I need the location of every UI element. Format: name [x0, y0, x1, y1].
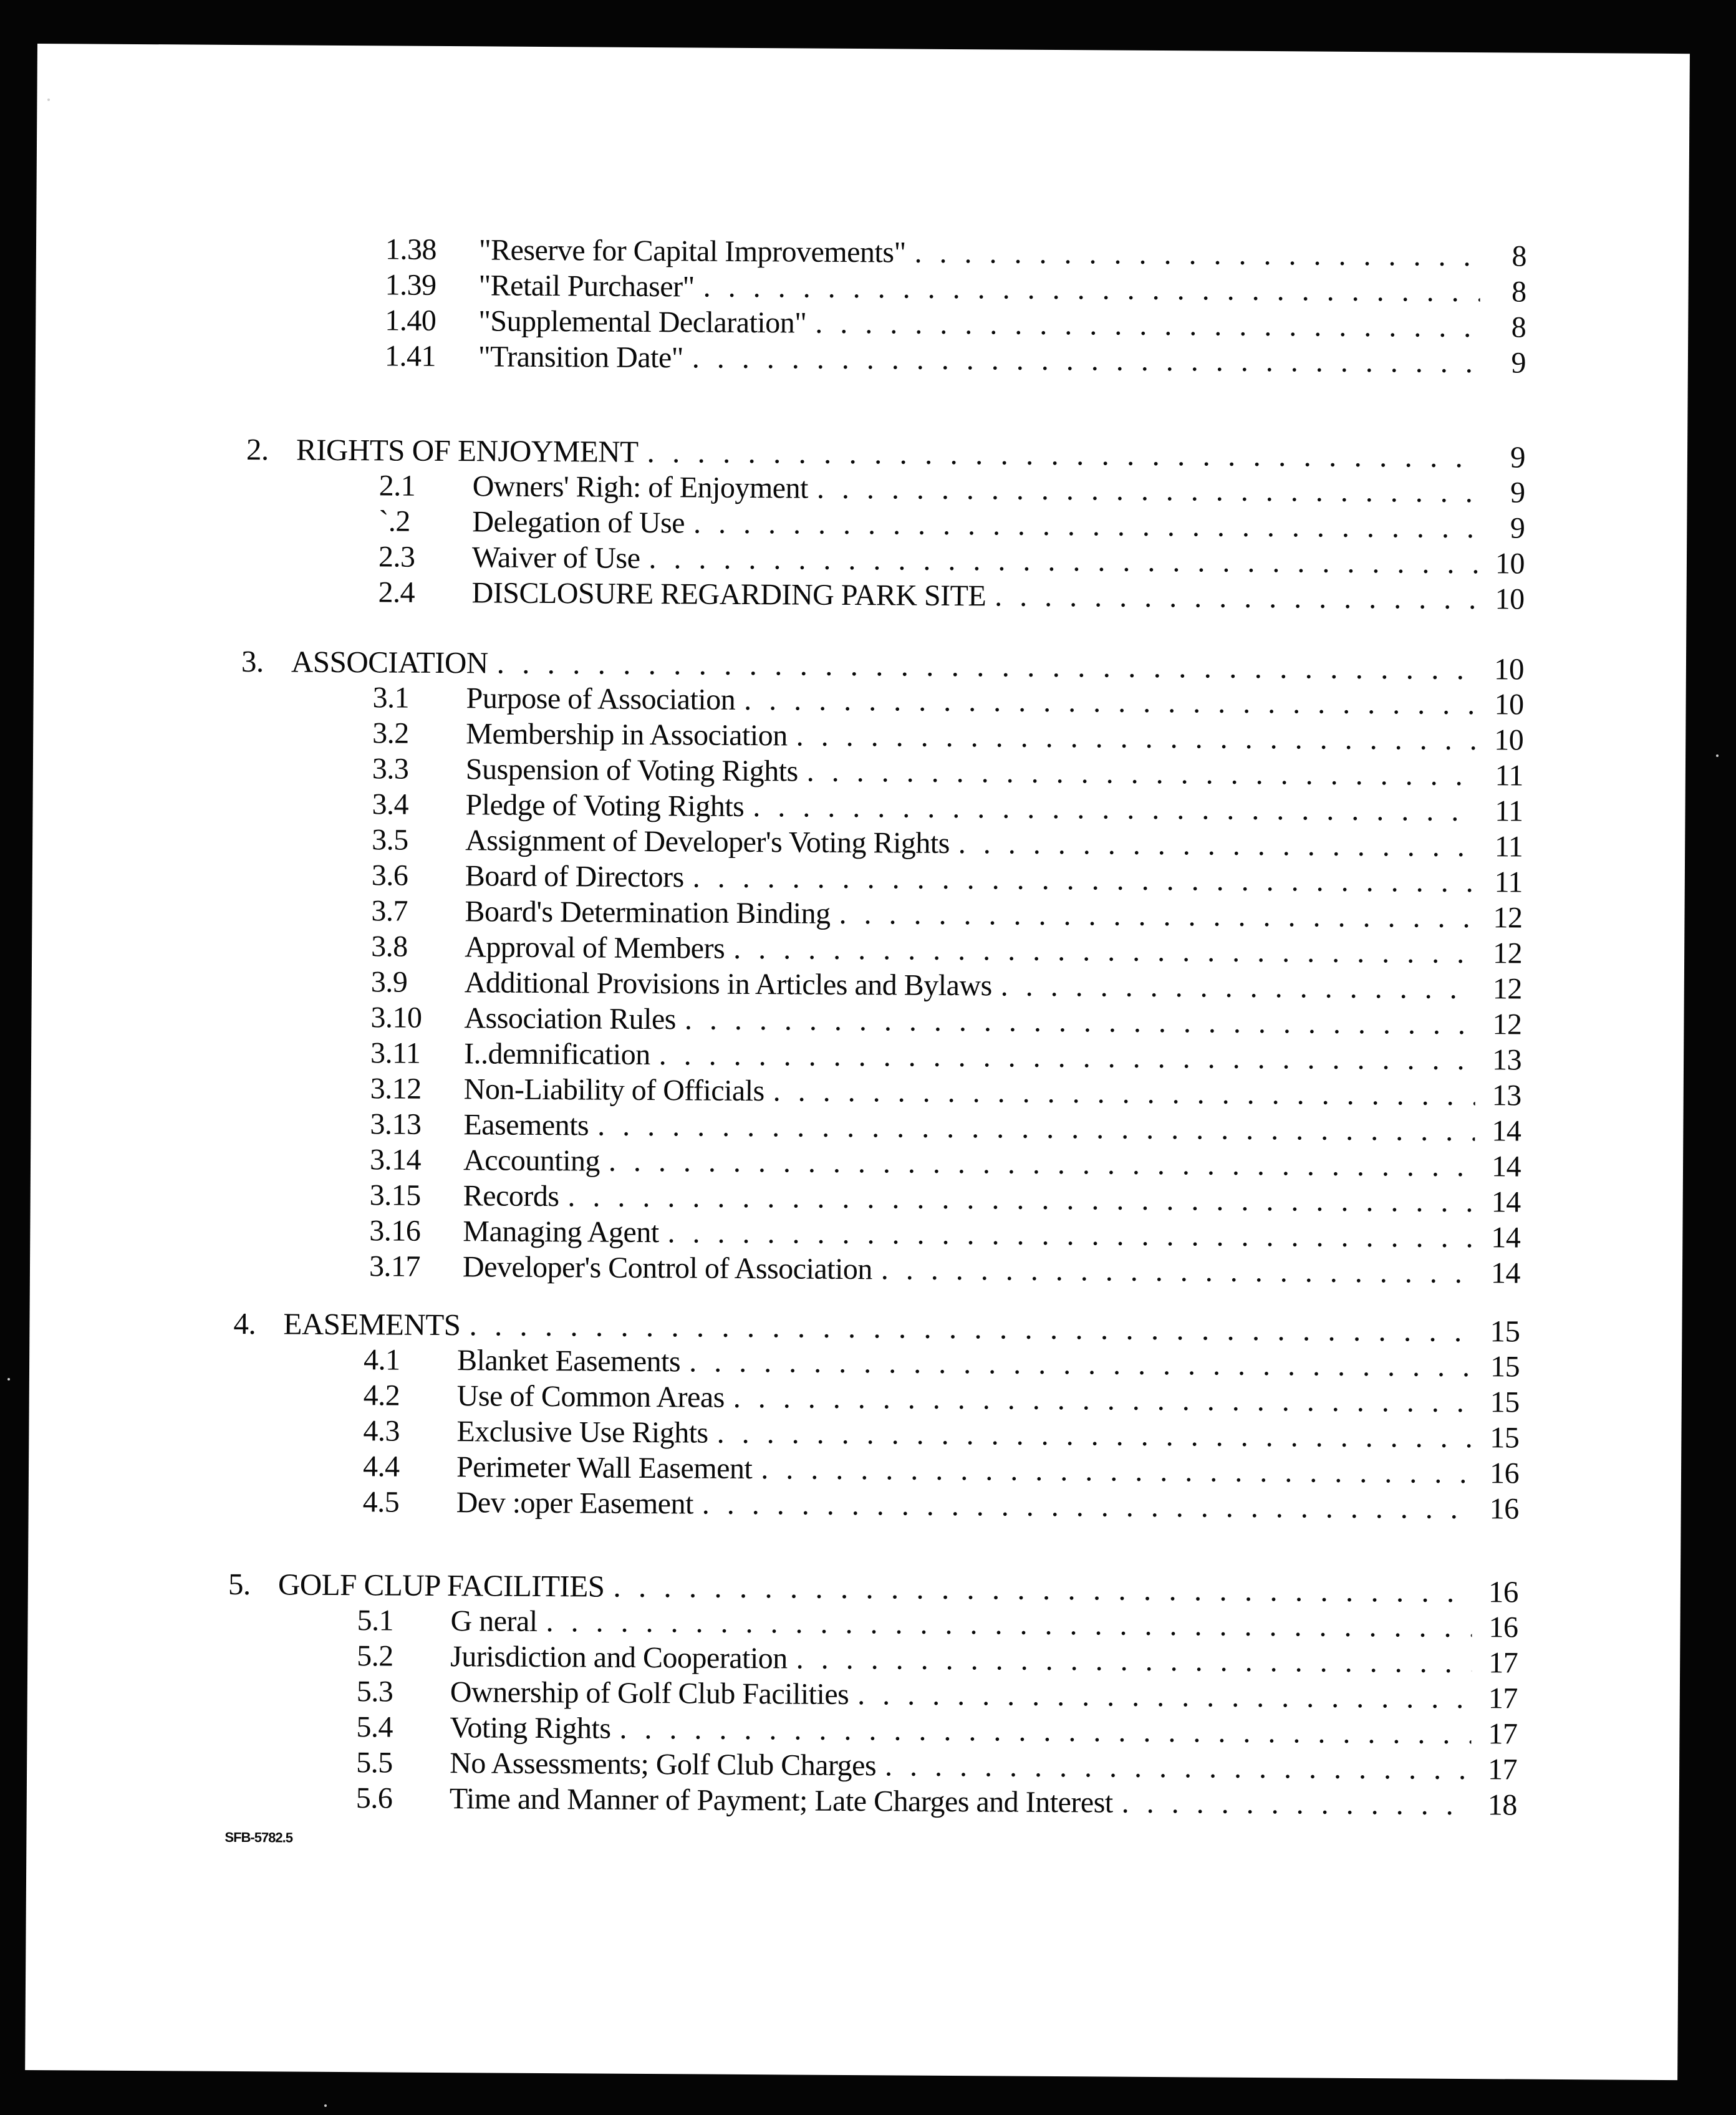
- section-title: Non-Liability of Officials: [463, 1072, 764, 1108]
- page-number: 16: [1488, 1611, 1518, 1644]
- section-title: Additional Provisions in Articles and Bylaws: [464, 966, 992, 1003]
- page-number: 14: [1491, 1221, 1521, 1255]
- section-number: 1.40: [385, 304, 436, 337]
- section-number: 3.6: [371, 859, 408, 892]
- dot-leader: [647, 434, 1479, 475]
- section-title: Waiver of Use: [471, 541, 640, 575]
- page-number: 8: [1511, 275, 1526, 309]
- toc-entry: [385, 338, 1526, 380]
- dot-leader: [733, 931, 1476, 971]
- section-title: Voting Rights: [450, 1711, 611, 1745]
- toc-entry: [378, 574, 1524, 617]
- dot-leader: [685, 1001, 1476, 1042]
- page-number: 10: [1494, 688, 1524, 721]
- page-number: 17: [1488, 1717, 1518, 1751]
- section-title: Delegation of Use: [472, 505, 685, 540]
- page-number: 11: [1494, 865, 1523, 899]
- section-number: 2.3: [378, 540, 415, 574]
- dot-leader: [839, 896, 1476, 935]
- page-number: 16: [1488, 1574, 1519, 1609]
- page-number: 12: [1492, 937, 1523, 970]
- page-number: 14: [1491, 1150, 1521, 1183]
- page-number: 12: [1492, 1008, 1522, 1041]
- section-title: Purpose of Association: [466, 682, 736, 716]
- dot-leader: [796, 718, 1478, 758]
- section-number: 3.11: [370, 1036, 421, 1070]
- section-title: Perimeter Wall Easement: [456, 1450, 753, 1486]
- section-title: Use of Common Areas: [456, 1379, 725, 1414]
- section-number: 5.2: [357, 1639, 393, 1673]
- section-title: Jurisdiction and Cooperation: [450, 1640, 788, 1675]
- section-number: `.2: [379, 504, 410, 538]
- scan-speck: [7, 1378, 10, 1380]
- page-number: 15: [1490, 1421, 1520, 1455]
- section-number: 4.3: [363, 1414, 400, 1448]
- dot-leader: [689, 1344, 1473, 1384]
- section-number: 3.5: [372, 823, 408, 857]
- section-title: RIGHTS OF ENJOYMENT: [296, 432, 639, 469]
- dot-leader: [815, 306, 1480, 345]
- section-number: 4.2: [363, 1379, 400, 1412]
- dot-leader: [796, 1640, 1472, 1680]
- dot-leader: [1001, 968, 1476, 1006]
- page-number: 9: [1510, 511, 1525, 545]
- dot-leader: [659, 1037, 1476, 1077]
- dot-leader: [753, 789, 1477, 829]
- page-number: 12: [1493, 901, 1523, 935]
- scan-speck: [47, 99, 50, 101]
- dot-leader: [667, 1215, 1474, 1255]
- page-number: 11: [1494, 830, 1523, 864]
- section-title: GOLF CLUP FACILITIES: [277, 1567, 605, 1604]
- table-of-contents: [37, 44, 1690, 1822]
- section-title: "Reserve for Capital Improvements": [478, 233, 906, 269]
- section-number: 5.3: [356, 1675, 393, 1708]
- section-title: DISCLOSURE REGARDING PARK SITE: [471, 576, 986, 613]
- section-number: 3.14: [369, 1143, 422, 1177]
- page-number: 8: [1512, 239, 1527, 273]
- section-title: Accounting: [463, 1144, 600, 1178]
- section-number: 4.: [233, 1306, 256, 1341]
- section-number: 3.8: [371, 930, 408, 963]
- section-number: 4.5: [362, 1485, 400, 1519]
- page-number: 11: [1495, 759, 1524, 793]
- page-number: 11: [1495, 794, 1523, 828]
- section-number: 1.41: [384, 339, 436, 373]
- section-number: 3.12: [370, 1072, 422, 1106]
- section-number: 3.4: [372, 788, 409, 821]
- toc-section: [36, 229, 1689, 382]
- section-number: 5.1: [357, 1604, 394, 1637]
- toc-section: [29, 1304, 1682, 1528]
- page-number: 10: [1495, 547, 1525, 581]
- page-number: 16: [1489, 1492, 1519, 1526]
- page-number: 10: [1493, 652, 1525, 687]
- section-title: Board of Directors: [465, 859, 684, 894]
- dot-leader: [649, 541, 1478, 581]
- section-number: 1.39: [385, 268, 436, 302]
- dot-leader: [807, 754, 1477, 794]
- section-number: 2.4: [378, 576, 415, 609]
- section-number: 1.38: [385, 233, 437, 266]
- dot-leader: [857, 1677, 1472, 1716]
- dot-leader: [733, 1380, 1473, 1420]
- dot-leader: [817, 471, 1479, 510]
- page-number: 14: [1492, 1114, 1521, 1148]
- page-number: 15: [1490, 1314, 1520, 1349]
- section-number: 3.17: [369, 1250, 421, 1283]
- dot-leader: [692, 340, 1480, 380]
- section-number: 3.3: [372, 752, 409, 786]
- section-title: Time and Manner of Payment; Late Charges and Interest: [449, 1782, 1113, 1819]
- dot-leader: [469, 1307, 1473, 1349]
- dot-leader: [546, 1604, 1472, 1645]
- section-number: 3.9: [370, 965, 408, 999]
- page-number: 12: [1492, 972, 1522, 1006]
- dot-leader: [761, 1451, 1473, 1491]
- section-title: I..demnification: [463, 1037, 650, 1072]
- dot-leader: [1122, 1785, 1471, 1823]
- page-number: 17: [1488, 1646, 1518, 1680]
- dot-leader: [885, 1748, 1471, 1787]
- toc-entry: [363, 1484, 1519, 1526]
- section-title: Blanket Easements: [456, 1344, 681, 1379]
- page-number: 10: [1494, 723, 1524, 757]
- section-title: Pledge of Voting Rights: [465, 788, 745, 823]
- dot-leader: [995, 578, 1478, 617]
- page-number: 18: [1487, 1788, 1517, 1822]
- dot-leader: [693, 505, 1479, 546]
- toc-section: [30, 642, 1686, 1292]
- dot-leader: [567, 1178, 1475, 1220]
- dot-leader: [497, 645, 1478, 687]
- section-title: Easements: [463, 1108, 589, 1142]
- dot-leader: [613, 1569, 1472, 1609]
- dot-leader: [958, 826, 1477, 864]
- scan-speck: [324, 2104, 327, 2107]
- section-title: ASSOCIATION: [291, 644, 488, 680]
- dot-leader: [881, 1251, 1474, 1291]
- page-number: 17: [1487, 1753, 1518, 1786]
- section-title: No Assessments; Golf Club Charges: [450, 1746, 877, 1783]
- page-number: 16: [1489, 1457, 1520, 1490]
- section-number: 2.: [246, 432, 269, 467]
- section-number: 5.6: [355, 1781, 393, 1815]
- section-title: Association Rules: [464, 1001, 677, 1036]
- dot-leader: [609, 1144, 1475, 1184]
- page-number: 15: [1490, 1385, 1520, 1419]
- section-title: Managing Agent: [463, 1215, 659, 1250]
- section-title: Assignment of Developer's Voting Rights: [465, 824, 950, 860]
- section-number: 3.10: [370, 1001, 422, 1034]
- page-number: 8: [1511, 311, 1526, 344]
- page-number: 9: [1510, 476, 1525, 509]
- section-number: 3.7: [371, 894, 408, 928]
- page-number: 13: [1492, 1043, 1522, 1077]
- section-number: 5.5: [356, 1746, 393, 1780]
- dot-leader: [914, 235, 1480, 274]
- section-title: Approval of Members: [465, 930, 725, 965]
- section-number: 3.15: [369, 1178, 421, 1212]
- toc-section: [27, 1565, 1681, 1824]
- section-title: Membership in Association: [466, 717, 788, 753]
- section-title: EASEMENTS: [283, 1306, 461, 1342]
- section-number: 3.: [241, 644, 264, 679]
- page-number: 13: [1492, 1079, 1521, 1112]
- document-page: [25, 44, 1690, 2080]
- section-title: Records: [463, 1179, 559, 1213]
- toc-entry: [356, 1780, 1517, 1823]
- dot-leader: [619, 1711, 1471, 1751]
- toc-section: [34, 430, 1687, 618]
- section-number: 3.16: [369, 1214, 421, 1248]
- section-number: 3.13: [370, 1107, 422, 1141]
- page-number: 15: [1490, 1350, 1520, 1384]
- scan-speck: [1716, 754, 1719, 757]
- dot-leader: [744, 682, 1478, 722]
- section-title: Dev :oper Easement: [456, 1486, 694, 1521]
- section-number: 3.2: [372, 716, 409, 750]
- page-number: 14: [1490, 1256, 1521, 1290]
- section-title: G neral: [450, 1604, 538, 1638]
- section-number: 5.: [228, 1566, 251, 1602]
- section-title: Owners' Righ: of Enjoyment: [472, 470, 809, 505]
- page-number: 10: [1495, 582, 1525, 616]
- dot-leader: [693, 859, 1477, 900]
- section-number: 4.1: [363, 1343, 400, 1377]
- section-title: Board's Determination Binding: [465, 895, 831, 930]
- section-title: Ownership of Golf Club Facilities: [450, 1675, 849, 1711]
- page-number: 17: [1488, 1682, 1518, 1715]
- section-number: 2.1: [379, 469, 416, 503]
- dot-leader: [597, 1108, 1475, 1149]
- section-title: Exclusive Use Rights: [456, 1415, 708, 1450]
- section-number: 5.4: [356, 1710, 393, 1744]
- page-number: 9: [1510, 440, 1526, 475]
- page-number: 9: [1511, 346, 1526, 380]
- document-code: SFB-5782.5: [224, 1829, 293, 1846]
- section-number: 4.4: [362, 1450, 400, 1483]
- section-title: Developer's Control of Association: [462, 1250, 873, 1286]
- dot-leader: [703, 269, 1480, 310]
- section-title: "Transition Date": [478, 340, 684, 375]
- section-title: Suspension of Voting Rights: [465, 753, 798, 788]
- dot-leader: [773, 1073, 1475, 1113]
- page-number: 14: [1491, 1185, 1521, 1219]
- section-number: 3.1: [372, 681, 410, 715]
- section-title: "Supplemental Declaration": [478, 304, 807, 340]
- toc-entry: [369, 1248, 1520, 1291]
- dot-leader: [717, 1415, 1473, 1455]
- dot-leader: [702, 1486, 1473, 1527]
- section-title: "Retail Purchaser": [478, 269, 695, 304]
